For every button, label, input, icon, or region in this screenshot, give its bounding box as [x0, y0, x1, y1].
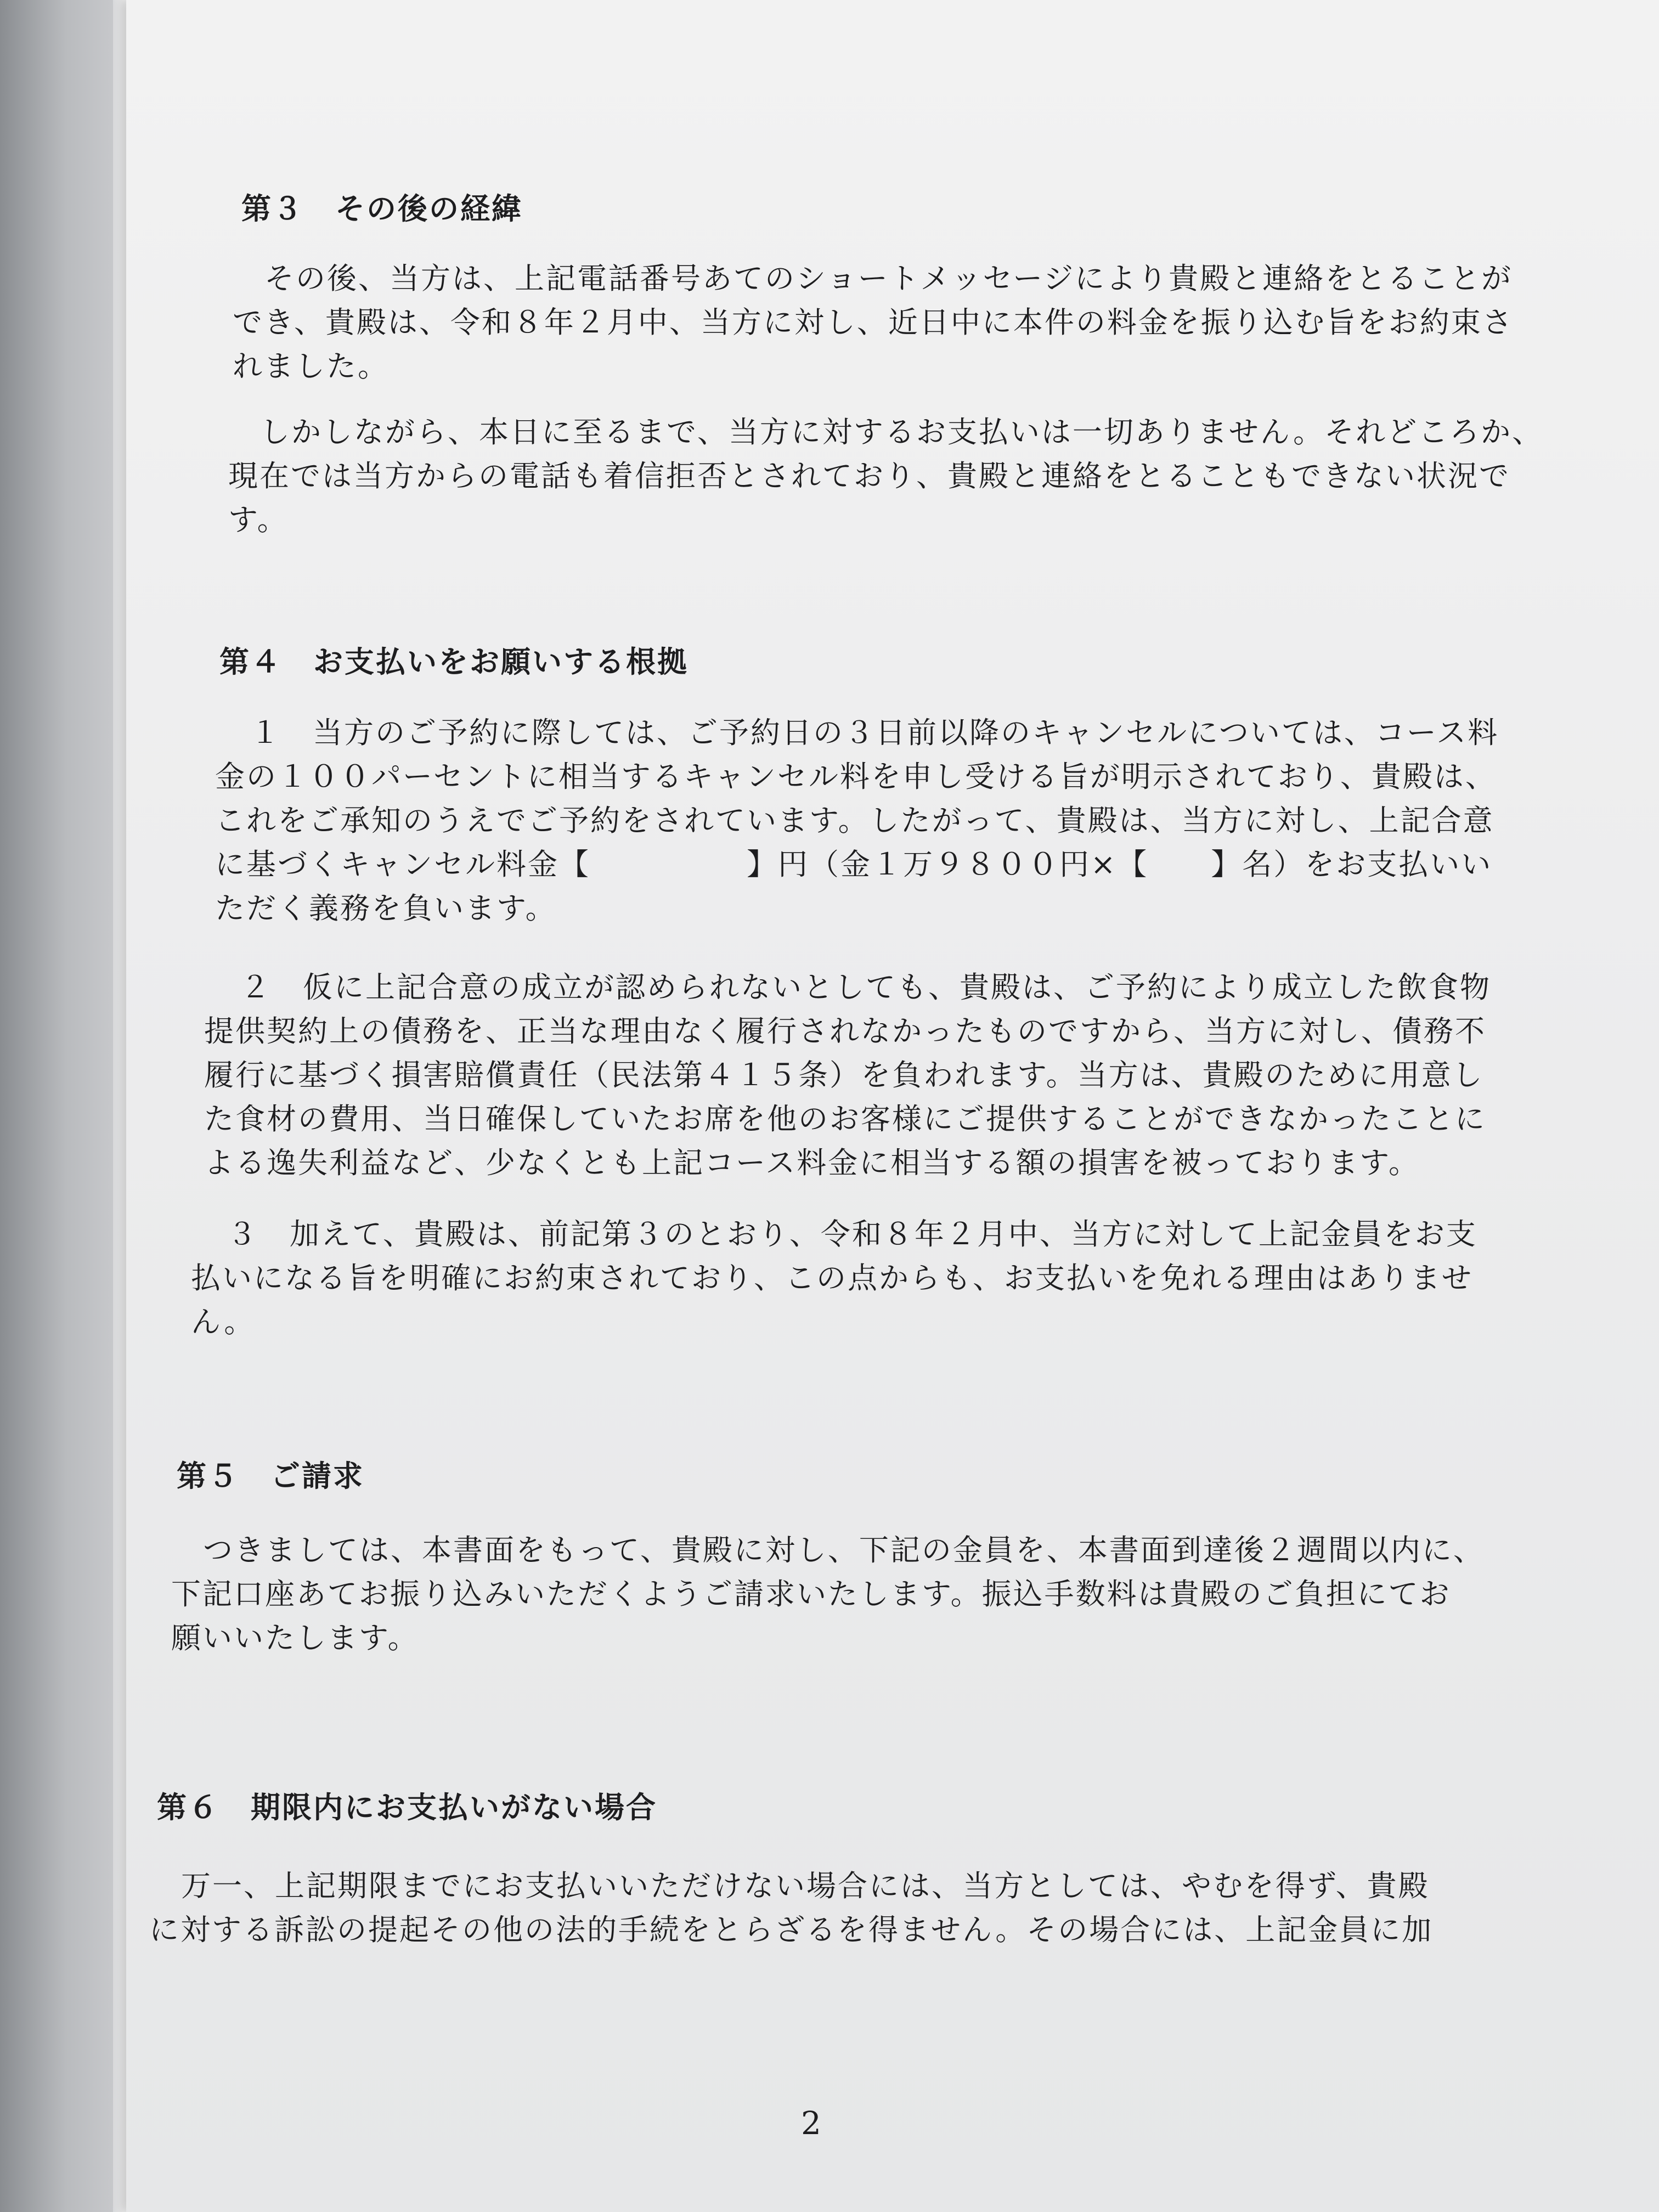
text-line: 万一、上記期限までにお支払いいただけない場合には、当方としては、やむを得ず、貴殿	[181, 1869, 1430, 1903]
text-line: ３ 加えて、貴殿は、前記第３のとおり、令和８年２月中、当方に対して上記金員をお支	[227, 1217, 1477, 1251]
section-4-item-1	[215, 711, 1499, 930]
text-line: す。	[228, 503, 289, 537]
text-line: ２ 仮に上記合意の成立が認められないとしても、貴殿は、ご予約により成立した飲食物	[240, 970, 1491, 1005]
page-number: 2	[801, 2104, 821, 2142]
section-6-paragraph-1	[149, 1864, 1433, 1952]
text-line: ん。	[191, 1305, 256, 1339]
text-line: れました。	[233, 349, 389, 383]
section-6-heading: 第６ 期限内にお支払いがない場合	[157, 1790, 657, 1825]
text-line: に基づくキャンセル料金【 】円（金１万９８００円×【 】名）をお支払いい	[215, 847, 1493, 882]
text-line: 金の１００パーセントに相当するキャンセル料を申し受ける旨が明示されており、貴殿は、	[215, 759, 1497, 794]
text-line: よる逸失利益など、少なくとも上記コース料金に相当する額の損害を被っております。	[204, 1146, 1420, 1180]
text-line: 履行に基づく損害賠償責任（民法第４１５条）を負われます。当方は、貴殿のために用意し	[204, 1058, 1484, 1092]
section-4-item-2	[204, 966, 1491, 1185]
text-line: でき、貴殿は、令和８年２月中、当方に対し、近日中に本件の料金を振り込む旨をお約束さ	[233, 305, 1514, 340]
section-5-heading: 第５ ご請求	[177, 1458, 364, 1493]
text-line: ただく義務を負います。	[215, 891, 557, 926]
text-line: 下記口座あてお振り込みいただくようご請求いたします。振込手数料は貴殿のご負担にてお	[171, 1577, 1451, 1611]
section-5-paragraph-1	[171, 1528, 1485, 1660]
text-line: しかしながら、本日に至るまで、当方に対するお支払いは一切ありません。それどころか、	[260, 415, 1544, 449]
section-3-paragraph-2	[228, 410, 1543, 542]
text-line: １ 当方のご予約に際しては、ご予約日の３日前以降のキャンセルについては、コース料	[250, 715, 1499, 750]
text-line: これをご承知のうえでご予約をされています。したがって、貴殿は、当方に対し、上記合意	[215, 803, 1494, 838]
section-4-heading: 第４ お支払いをお願いする根拠	[219, 644, 689, 679]
text-line: その後、当方は、上記電話番号あてのショートメッセージにより貴殿と連絡をとることが	[264, 261, 1513, 296]
text-line: に対する訴訟の提起その他の法的手続をとらざるを得ません。その場合には、上記金員に加	[149, 1912, 1434, 1947]
text-line: た食材の費用、当日確保していたお席を他のお客様にご提供することができなかったことに	[204, 1102, 1486, 1136]
text-line: 払いになる旨を明確にお約束されており、この点からも、お支払いを免れる理由はありませ	[191, 1261, 1473, 1295]
section-4-item-3	[191, 1212, 1477, 1344]
text-line: つきましては、本書面をもって、貴殿に対し、下記の金員を、本書面到達後２週間以内に、	[203, 1533, 1485, 1567]
text-line: 現在では当方からの電話も着信拒否とされており、貴殿と連絡をとることもできない状況で	[228, 459, 1510, 493]
section-3-heading: 第３ その後の経緯	[241, 191, 523, 226]
text-line: 願いいたします。	[171, 1621, 419, 1655]
text-line: 提供契約上の債務を、正当な理由なく履行されなかったものですから、当方に対し、債務不	[204, 1014, 1486, 1048]
section-3-paragraph-1	[233, 257, 1514, 388]
